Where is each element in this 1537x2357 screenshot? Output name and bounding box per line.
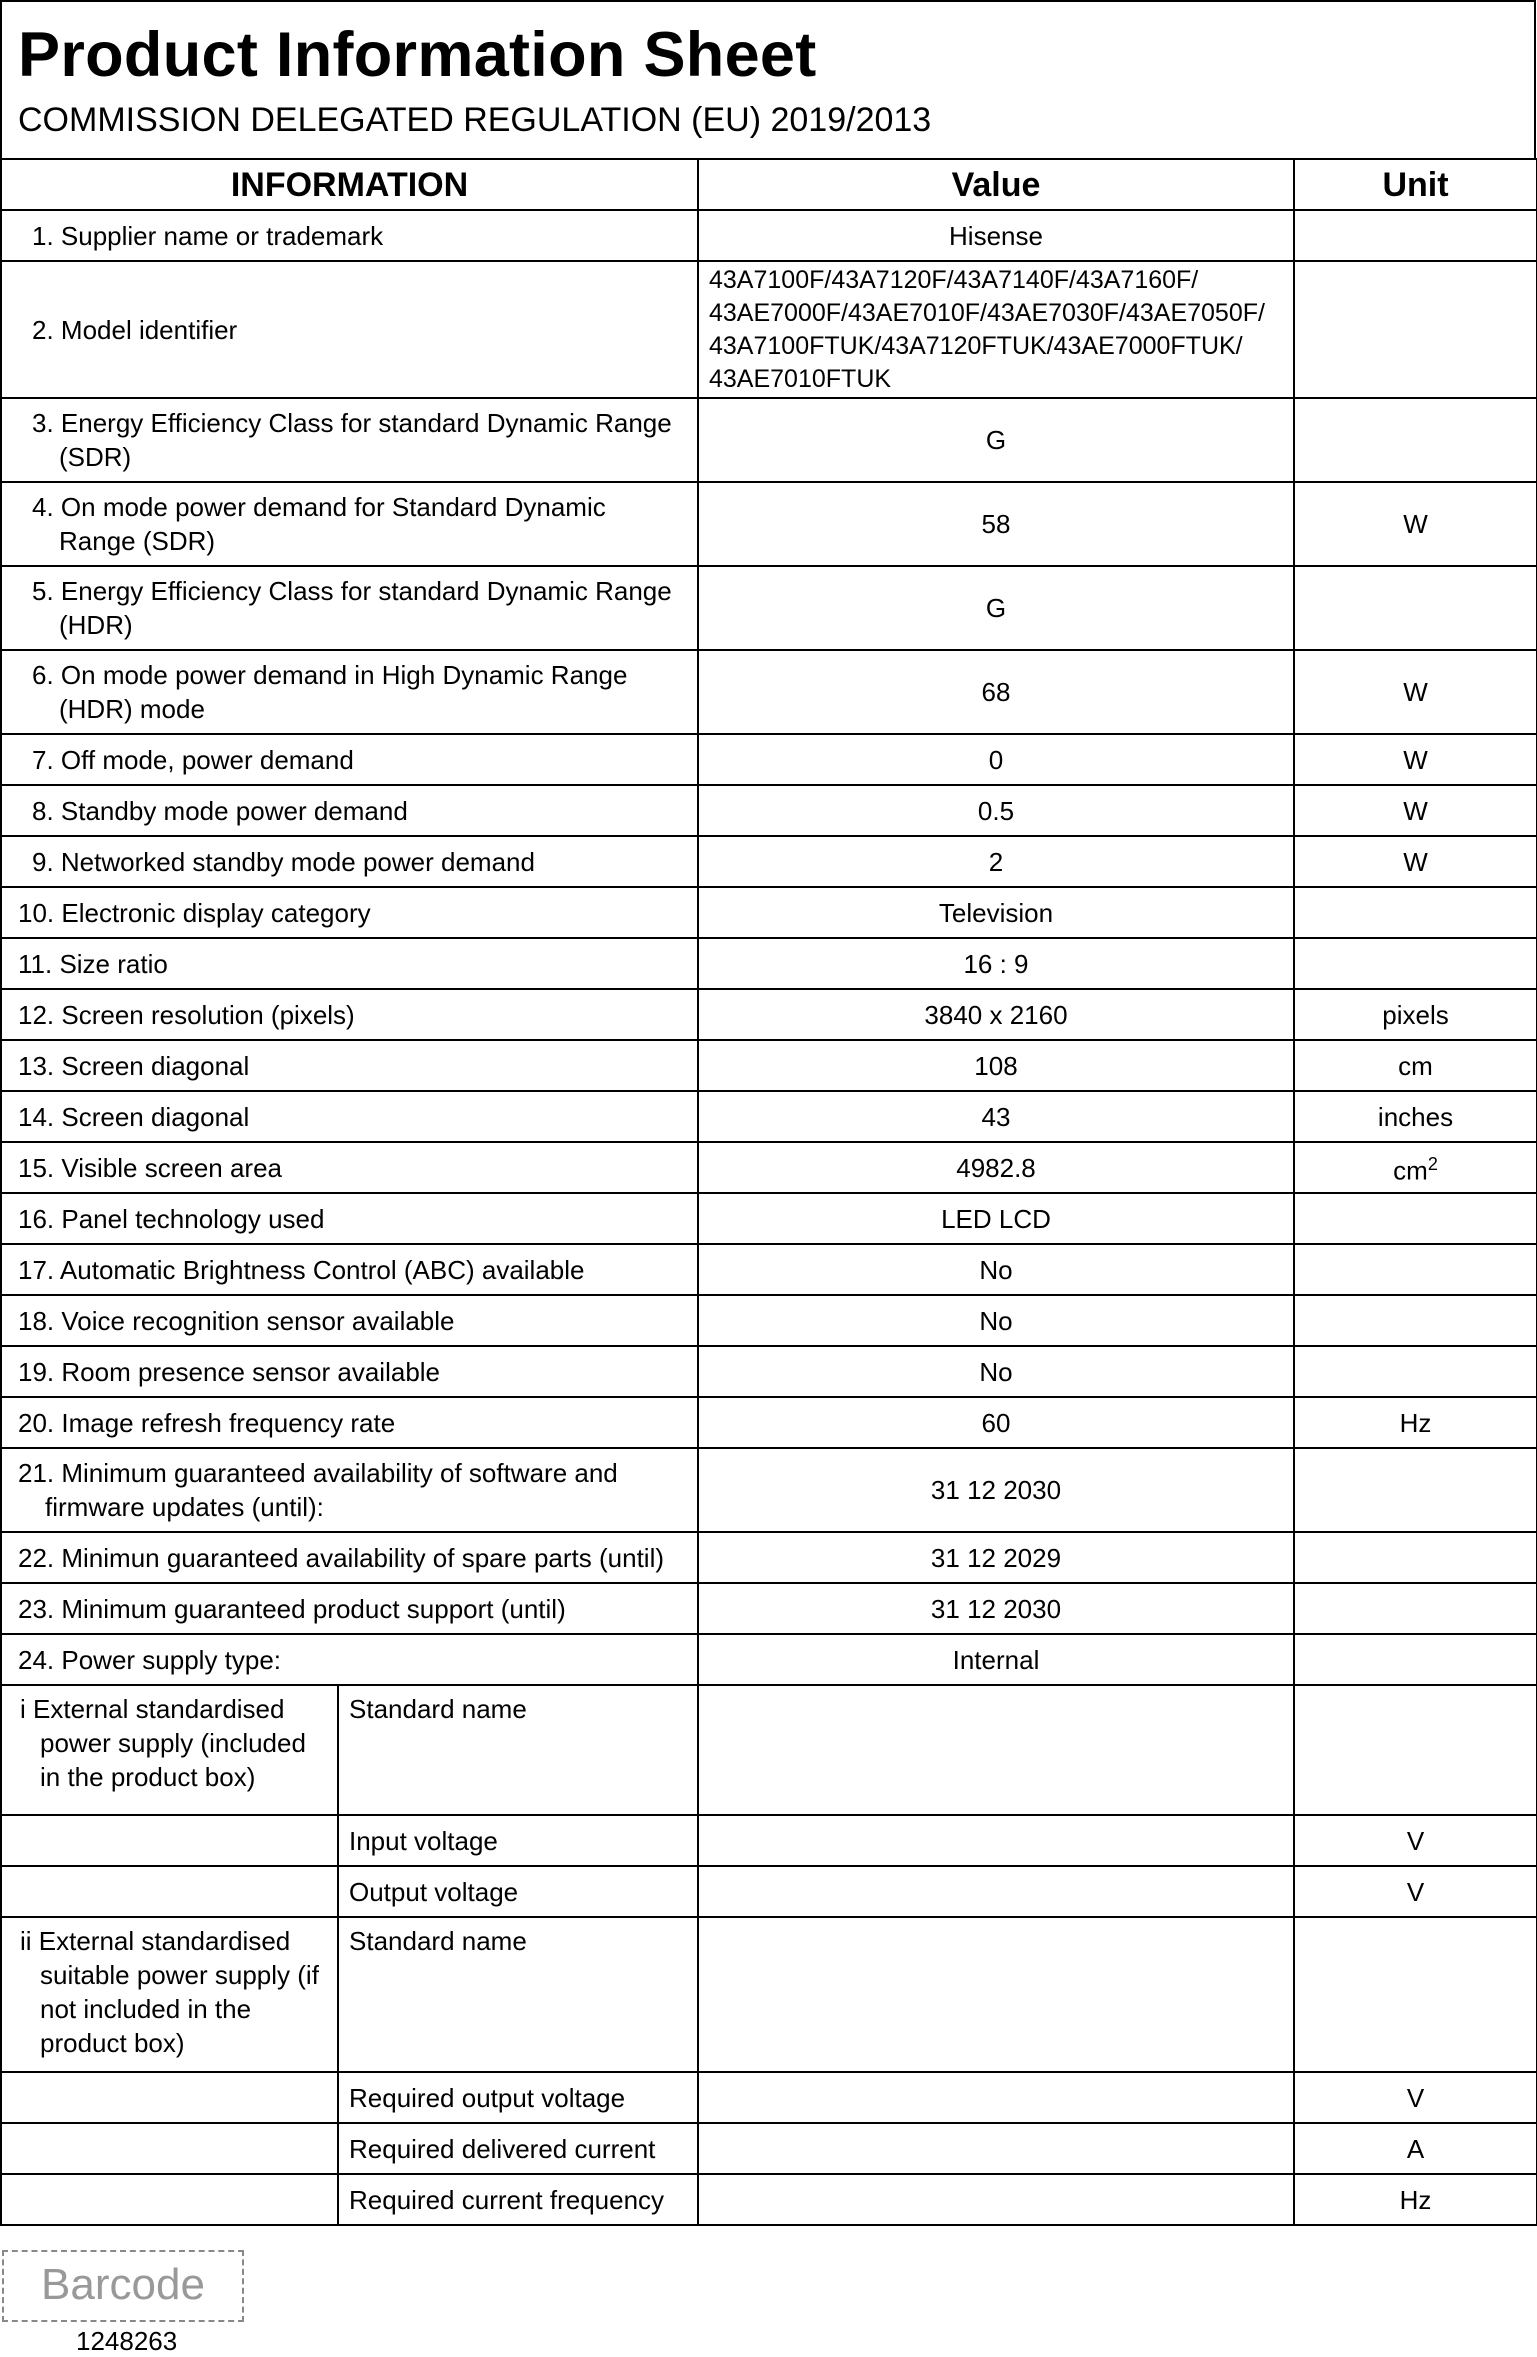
empty-cell [1, 1815, 338, 1866]
empty-cell [1, 2174, 338, 2225]
row-unit: $cm^2$ [1294, 1142, 1537, 1193]
sub-row-value [698, 1866, 1294, 1917]
sub-row-value [698, 2072, 1294, 2123]
sub-row-name: Standard name [338, 1917, 698, 2072]
sub-row-name: Required current frequency [338, 2174, 698, 2225]
row-value [698, 261, 1294, 398]
row-label: 12. Screen resolution (pixels) [1, 989, 698, 1040]
row-label: 1. Supplier name or trademark [1, 210, 698, 261]
empty-cell [1, 2123, 338, 2174]
table-row [1, 1244, 1537, 1295]
table-row [1, 566, 1537, 650]
product-code: 1248263 [76, 2326, 178, 2356]
table-row [1, 2123, 1537, 2174]
row-value: 0 [698, 734, 1294, 785]
column-header-value: Value [698, 159, 1294, 210]
row-unit: pixels [1294, 989, 1537, 1040]
table-row [1, 1193, 1537, 1244]
row-label: 16. Panel technology used [1, 1193, 698, 1244]
sheet-header [0, 0, 1536, 158]
sub-row-unit: V [1294, 1866, 1537, 1917]
sub-row-unit: A [1294, 2123, 1537, 2174]
model-identifier-line: 43A7100F/43A7120F/43A7140F/43A7160F/ [709, 265, 1199, 294]
row-value: 31 12 2030 [698, 1583, 1294, 1634]
row-value: No [698, 1244, 1294, 1295]
row-value: 16 : 9 [698, 938, 1294, 989]
row-value: 3840 x 2160 [698, 989, 1294, 1040]
row-unit [1294, 938, 1537, 989]
sub-row-value [698, 1815, 1294, 1866]
table-row [1, 650, 1537, 734]
row-label: 9. Networked standby mode power demand [1, 836, 698, 887]
row-value: Internal [698, 1634, 1294, 1685]
power-supply-ii-label: ii External standardised suitable power supply (if not included in the product box) [1, 1917, 338, 2072]
row-label: 11. Size ratio [1, 938, 698, 989]
table-row [1, 2174, 1537, 2225]
row-unit: W [1294, 836, 1537, 887]
column-header-information: INFORMATION [1, 159, 698, 210]
sub-row-unit [1294, 1685, 1537, 1815]
empty-cell [1, 2072, 338, 2123]
row-label: 10. Electronic display category [1, 887, 698, 938]
table-row [1, 1142, 1537, 1193]
row-value: 58 [698, 482, 1294, 566]
table-header-row [1, 159, 1537, 210]
sub-row-value [698, 2174, 1294, 2225]
row-unit [1294, 1295, 1537, 1346]
row-value: 0.5 [698, 785, 1294, 836]
row-value: LED LCD [698, 1193, 1294, 1244]
row-unit: Hz [1294, 1397, 1537, 1448]
sub-row-value [698, 2123, 1294, 2174]
row-label: 24. Power supply type: [1, 1634, 698, 1685]
row-unit: W [1294, 734, 1537, 785]
sub-row-name: Input voltage [338, 1815, 698, 1866]
row-value: 108 [698, 1040, 1294, 1091]
table-row [1, 1815, 1537, 1866]
table-row [1, 261, 1537, 398]
model-identifier-line: 43AE7000F/43AE7010F/43AE7030F/43AE7050F/ [709, 298, 1265, 327]
sub-row-value [698, 1685, 1294, 1815]
sub-row-name: Standard name [338, 1685, 698, 1815]
table-row [1, 938, 1537, 989]
sub-row-value [698, 1917, 1294, 2072]
row-value: No [698, 1295, 1294, 1346]
table-row [1, 1040, 1537, 1091]
row-label: 3. Energy Efficiency Class for standard Dynamic Range (SDR) [1, 398, 698, 482]
row-unit [1294, 1634, 1537, 1685]
row-unit [1294, 887, 1537, 938]
row-unit: cm [1294, 1040, 1537, 1091]
sub-row-name: Output voltage [338, 1866, 698, 1917]
row-label: 8. Standby mode power demand [1, 785, 698, 836]
table-row [1, 989, 1537, 1040]
row-label: 6. On mode power demand in High Dynamic Range (HDR) mode [1, 650, 698, 734]
row-value: 2 [698, 836, 1294, 887]
page-title: Product Information Sheet [18, 20, 817, 90]
row-label: 15. Visible screen area [1, 1142, 698, 1193]
unit-superscript: 2 [1427, 1154, 1438, 1175]
row-label: 2. Model identifier [1, 261, 698, 398]
table-row [1, 482, 1537, 566]
sub-row-unit: Hz [1294, 2174, 1537, 2225]
row-unit [1294, 210, 1537, 261]
row-value: 31 12 2030 [698, 1448, 1294, 1532]
row-value: G [698, 398, 1294, 482]
row-unit: inches [1294, 1091, 1537, 1142]
row-label: 5. Energy Efficiency Class for standard Dynamic Range (HDR) [1, 566, 698, 650]
row-unit: W [1294, 482, 1537, 566]
row-label: 4. On mode power demand for Standard Dynamic Range (SDR) [1, 482, 698, 566]
row-value: Television [698, 887, 1294, 938]
row-value: No [698, 1346, 1294, 1397]
row-unit [1294, 1193, 1537, 1244]
barcode-placeholder: Barcode [2, 2250, 244, 2322]
row-label: 22. Minimun guaranteed availability of spare parts (until) [1, 1532, 698, 1583]
row-label: 18. Voice recognition sensor available [1, 1295, 698, 1346]
table-row [1, 1866, 1537, 1917]
regulation-subtitle: COMMISSION DELEGATED REGULATION (EU) 2019/2013 [18, 101, 932, 139]
row-unit [1294, 1532, 1537, 1583]
table-row [1, 1346, 1537, 1397]
row-unit [1294, 1583, 1537, 1634]
sub-row-name: Required output voltage [338, 2072, 698, 2123]
row-unit [1294, 1346, 1537, 1397]
table-row [1, 2072, 1537, 2123]
row-unit: W [1294, 650, 1537, 734]
sub-row-unit: V [1294, 1815, 1537, 1866]
table-row [1, 1917, 1537, 2072]
row-value: 68 [698, 650, 1294, 734]
table-row [1, 1091, 1537, 1142]
empty-cell [1, 1866, 338, 1917]
table-row [1, 1583, 1537, 1634]
row-unit: W [1294, 785, 1537, 836]
model-identifier-line: 43A7100FTUK/43A7120FTUK/43AE7000FTUK/ [709, 331, 1243, 360]
table-row [1, 1532, 1537, 1583]
row-value: 4982.8 [698, 1142, 1294, 1193]
row-label: 7. Off mode, power demand [1, 734, 698, 785]
row-unit [1294, 1448, 1537, 1532]
table-row [1, 734, 1537, 785]
row-label: 19. Room presence sensor available [1, 1346, 698, 1397]
table-row [1, 398, 1537, 482]
table-row [1, 1634, 1537, 1685]
table-row [1, 1397, 1537, 1448]
row-label: 13. Screen diagonal [1, 1040, 698, 1091]
row-label: 23. Minimum guaranteed product support (until) [1, 1583, 698, 1634]
row-value: Hisense [698, 210, 1294, 261]
sub-row-unit: V [1294, 2072, 1537, 2123]
row-value: G [698, 566, 1294, 650]
sub-row-name: Required delivered current [338, 2123, 698, 2174]
table-row [1, 887, 1537, 938]
table-row [1, 1685, 1537, 1815]
row-unit [1294, 1244, 1537, 1295]
row-label: 14. Screen diagonal [1, 1091, 698, 1142]
row-label: 20. Image refresh frequency rate [1, 1397, 698, 1448]
row-value: 60 [698, 1397, 1294, 1448]
power-supply-i-label: i External standardised power supply (included in the product box) [1, 1685, 338, 1815]
table-row [1, 1448, 1537, 1532]
model-identifier-line: 43AE7010FTUK [709, 364, 892, 393]
row-unit [1294, 261, 1537, 398]
row-unit [1294, 566, 1537, 650]
table-row [1, 210, 1537, 261]
sub-row-unit [1294, 1917, 1537, 2072]
table-row [1, 1295, 1537, 1346]
row-label: 21. Minimum guaranteed availability of software and firmware updates (until): [1, 1448, 698, 1532]
row-value: 31 12 2029 [698, 1532, 1294, 1583]
information-table [0, 158, 1537, 2226]
row-value: 43 [698, 1091, 1294, 1142]
table-row [1, 785, 1537, 836]
row-label: 17. Automatic Brightness Control (ABC) available [1, 1244, 698, 1295]
row-unit [1294, 398, 1537, 482]
column-header-unit: Unit [1294, 159, 1537, 210]
table-row [1, 836, 1537, 887]
